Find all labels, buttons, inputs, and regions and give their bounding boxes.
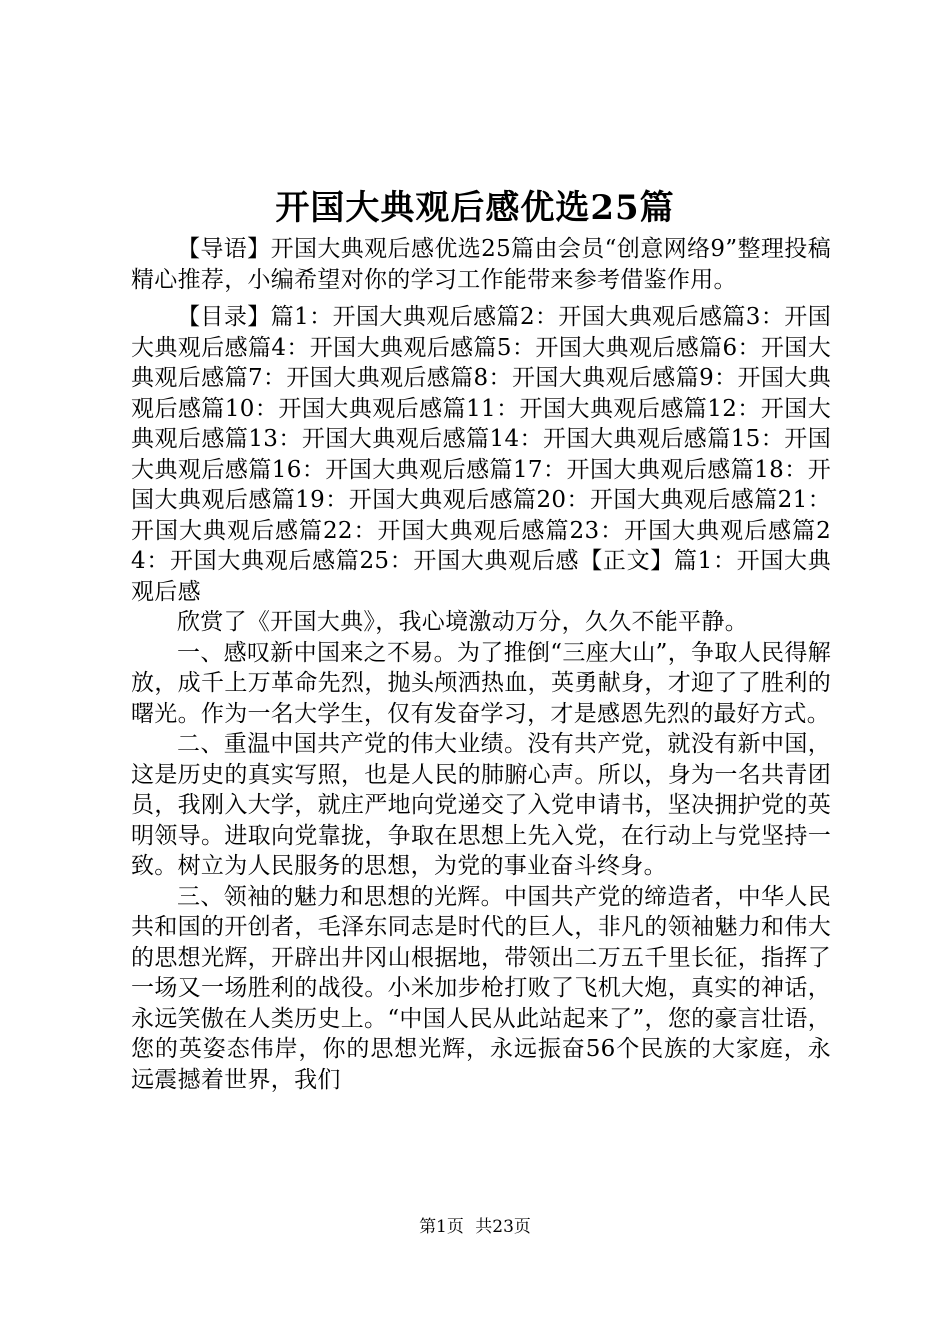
page-footer <box>0 1215 950 1239</box>
document-title: 开国大典观后感优选25篇 <box>275 188 675 228</box>
page-number: 第1页 <box>419 1217 464 1237</box>
body-paragraph: 一、感叹新中国来之不易。为了推倒“三座大山”，争取人民得解放，成千上万革命先烈，抛头颅洒热血，英勇献身，才迎了了胜利的曙光。作为一名大学生，仅有发奋学习，才是感恩先烈的最好方式。 <box>131 639 831 727</box>
body-paragraph: 二、重温中国共产党的伟大业绩。没有共产党，就没有新中国，这是历史的真实写照，也是人民的肺腑心声。所以，身为一名共青团员，我刚入大学，就庄严地向党递交了入党申请书，坚决拥护党的英明领导。进取向党靠拢，争取在思想上先入党，在行动上与党坚持一致。树立为人民服务的思想，为党的事业奋斗终身。 <box>131 731 831 879</box>
table-of-contents-paragraph: 【目录】篇1：开国大典观后感篇2：开国大典观后感篇3：开国大典观后感篇4：开国大典观后感篇5：开国大典观后感篇6：开国大典观后感篇7：开国大典观后感篇8：开国大典观后感篇9：开国大典观后感篇10：开国大典观后感篇11：开国大典观后感篇12：开国大典观后感篇13：开国大典观后感篇14：开国大典观后感篇15：开国大典观后感篇16：开国大典观后感篇17：开国大典观后感篇18：开国大典观后感篇19：开国大典观后感篇20：开国大典观后感篇21：开国大典观后感篇22：开国大典观后感篇23：开国大典观后感篇24：开国大典观后感篇25：开国大典观后感【正文】篇1：开国大典观后感 <box>131 304 831 605</box>
body-paragraph: 三、领袖的魅力和思想的光辉。中国共产党的缔造者，中华人民共和国的开创者，毛泽东同志是时代的巨人，非凡的领袖魅力和伟大的思想光辉，开辟出井冈山根据地，带领出二万五千里长征，指挥了一场又一场胜利的战役。小米加步枪打败了飞机大炮，真实的神话，永远笑傲在人类历史上。“中国人民从此站起来了”，您的豪言壮语，您的英姿态伟岸，你的思想光辉，永远振奋56个民族的大家庭，永远震撼着世界，我们 <box>131 883 831 1093</box>
document-body <box>131 234 831 1095</box>
intro-paragraph: 【导语】开国大典观后感优选25篇由会员“创意网络9”整理投稿精心推荐，小编希望对你的学习工作能带来参考借鉴作用。 <box>131 236 831 293</box>
page-total: 共23页 <box>475 1217 531 1237</box>
body-paragraph: 欣赏了《开国大典》，我心境激动万分，久久不能平静。 <box>177 609 748 635</box>
